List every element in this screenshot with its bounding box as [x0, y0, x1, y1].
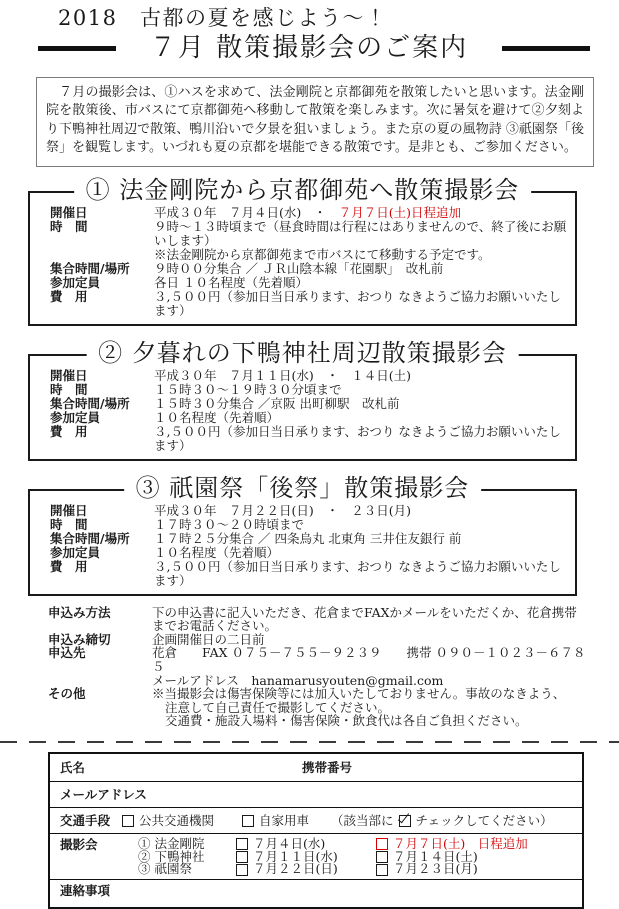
apply-row: [28, 701, 589, 715]
header: [0, 0, 619, 63]
transport-option-label: 公共交通機関: [139, 812, 215, 828]
email-label: メールアドレス: [60, 786, 147, 802]
detail-row: [30, 206, 569, 220]
email-row: [50, 781, 582, 807]
detail-row: [30, 369, 569, 383]
detail-value: １５時３０～１９時３０分頃まで: [154, 381, 342, 397]
apply-label: [28, 701, 152, 715]
detail-label: 参加定員: [50, 409, 101, 425]
events-label: 撮影会: [60, 837, 98, 853]
event-1-name: ① 法金剛院: [138, 836, 205, 852]
detail-value: ９時～１３時頃まで（昼食時間は行程にはありませんので、終了後にお願いします）: [154, 218, 567, 248]
detail-value: ※法金剛院から京都御苑まで市バスにて移動する予定です。: [154, 246, 491, 262]
checkbox-event3-july22-icon[interactable]: [236, 864, 248, 876]
detail-row: [30, 532, 569, 546]
detail-row: [30, 220, 569, 248]
apply-label: [28, 714, 152, 728]
detail-label: 時 間: [50, 381, 88, 397]
detail-label: 時 間: [50, 218, 88, 234]
checkbox-public-transport-icon[interactable]: [122, 815, 134, 827]
event-1-date-1: [236, 838, 376, 851]
detail-row: [30, 425, 569, 453]
application-info: [28, 606, 589, 728]
transport-label: 交通手段: [60, 812, 111, 828]
name-phone-row: [50, 754, 582, 781]
apply-row: [28, 646, 589, 673]
section-2-heading: ② 夕暮れの下鴨神社周辺散策撮影会: [86, 340, 519, 366]
event-date-label: ７月２２日(日): [253, 861, 338, 877]
event-date-label: ７月１４日(土): [393, 848, 478, 864]
checkbox-event1-july4-icon[interactable]: [236, 838, 248, 850]
title-rule-left-icon: [38, 46, 116, 51]
apply-label: 申込み方法: [48, 604, 111, 620]
detail-value: 各日 １０名程度（先着順）: [154, 274, 308, 290]
page-title: ７月 散策撮影会のご案内: [149, 33, 469, 64]
section-hokongoin: [28, 175, 577, 326]
detail-value: ９時００分集合 ／ ＪＲ山陰本線「花園駅」 改札前: [154, 260, 444, 276]
event-3-date-1: [236, 863, 376, 876]
event-3-date-2: [376, 863, 528, 876]
apply-label: 申込先: [48, 645, 86, 661]
notes-row: [50, 879, 582, 907]
check-instruction-prefix: （該当部に: [331, 812, 394, 828]
detail-value: ３,５００円（参加日当日承ります、おつり なきようご協力お願いいたします）: [154, 288, 561, 318]
event-2-date-1: [236, 848, 376, 864]
added-date-highlight: ７月７日(土)日程追加: [338, 204, 462, 220]
detail-label: 集合時間/場所: [50, 395, 130, 411]
intro-text: ７月の撮影会は、①ハスを求めて、法金剛院と京都御苑を散策したいと思います。法金剛院を散策後、市バスにて京都御苑へ移動して散策を楽しみます。次に暑気を避けて②夕刻より下鴨神社周辺で散策、鴨川沿いで夕景を狙いましょう。また京の夏の風物詩 ③祇園祭「後祭」を観覧します。いづれも夏の京都を堪能できる散策です。是非とも、ご参加ください。: [46, 84, 584, 156]
apply-label: 申込み締切: [48, 631, 111, 647]
event-3-name: ③ 祇園祭: [138, 861, 192, 877]
check-instruction: [331, 814, 553, 828]
apply-value: ※当撮影会は傷害保険等には加入いたしておりません。事故のなきよう、: [152, 686, 566, 702]
apply-row: [28, 714, 589, 728]
detail-row: [30, 276, 569, 290]
detail-value: ３,５００円（参加日当日承ります、おつり なきようご協力お願いいたします）: [154, 558, 561, 588]
detail-label: 開催日: [50, 367, 88, 383]
apply-value: 下の申込書に記入いただき、花倉までFAXかメールをいただくか、花倉携帯までお電話ください。: [152, 604, 577, 634]
notes-label: 連絡事項: [60, 882, 111, 898]
intro-box: [36, 77, 594, 167]
apply-row: [28, 687, 589, 701]
detail-value: １０名程度（先着順）: [154, 409, 280, 425]
apply-label: その他: [48, 686, 86, 702]
name-cell: [50, 761, 302, 775]
detail-row: [30, 504, 569, 518]
detail-value: １５時３０分集合 ／京阪 出町柳駅 改札前: [154, 395, 400, 411]
detail-label: 集合時間/場所: [50, 530, 130, 546]
detail-value: １０名程度（先着順）: [154, 544, 280, 560]
detail-row: [30, 518, 569, 532]
event-2-date-2: [376, 848, 528, 864]
checked-checkbox-icon: [399, 815, 411, 827]
transport-row: [50, 807, 582, 833]
application-form-table: [48, 752, 584, 909]
event-date-label: ７月４日(水): [253, 836, 326, 852]
name-label: 氏名: [60, 759, 86, 775]
event-date-label: ７月１１日(水): [253, 848, 338, 864]
detail-label: 集合時間/場所: [50, 260, 130, 276]
detail-value: １７時３０～２０時頃まで: [154, 516, 305, 532]
detail-label: 参加定員: [50, 544, 101, 560]
apply-row: [28, 674, 589, 688]
detail-label: 参加定員: [50, 274, 101, 290]
cut-line-divider: [0, 741, 619, 743]
event-date-label: ７月２３日(月): [393, 861, 478, 877]
detail-value: [154, 206, 569, 220]
checkbox-event2-july14-icon[interactable]: [376, 851, 388, 863]
detail-label: 費 用: [50, 288, 88, 304]
apply-value: 注意して自己責任で撮影してください。: [165, 699, 391, 715]
section-shimogamo: [28, 338, 577, 461]
checkbox-event2-july11-icon[interactable]: [236, 851, 248, 863]
detail-row: [30, 546, 569, 560]
events-grid: [138, 838, 528, 876]
section-1-heading: ① 法金剛院から京都御苑へ散策撮影会: [74, 177, 532, 203]
event-year-title: 2018 古都の夏を感じよう～！: [58, 6, 388, 30]
detail-value: １７時２５分集合 ／ 四条烏丸 北東角 三井住友銀行 前: [154, 530, 462, 546]
title-rule-right-icon: [502, 46, 590, 51]
event-date-label: ７月７日(土) 日程追加: [393, 836, 528, 852]
email-input-area[interactable]: [147, 782, 582, 807]
checkbox-private-car-icon[interactable]: [242, 815, 254, 827]
events-row: [50, 833, 582, 879]
transport-option-public: [122, 814, 214, 828]
detail-row: [30, 397, 569, 411]
apply-row: [28, 633, 589, 647]
page-title-row: [0, 34, 619, 63]
detail-row: [30, 262, 569, 276]
event-2-name: ② 下鴨神社: [138, 848, 205, 864]
detail-row: [30, 290, 569, 318]
detail-label: 開催日: [50, 204, 88, 220]
detail-value: ３,５００円（参加日当日承ります、おつり なきようご協力お願いいたします）: [154, 423, 561, 453]
section-3-heading: ③ 祇園祭「後祭」散策撮影会: [124, 475, 482, 501]
date-value: 平成３０年 ７月４日(水) ・: [154, 204, 339, 220]
detail-label: [30, 248, 154, 262]
checkbox-event3-july23-icon[interactable]: [376, 864, 388, 876]
detail-row: [30, 560, 569, 588]
detail-value: 平成３０年 ７月２２日(日) ・ ２３日(月): [154, 502, 412, 518]
phone-label: 携帯番号: [302, 759, 353, 775]
email-address: メールアドレス hanamarusyouten@gmail.com: [152, 672, 444, 688]
detail-label: 開催日: [50, 502, 88, 518]
apply-row: [28, 606, 589, 633]
phone-cell: [302, 761, 582, 775]
section-gionmatsuri: [28, 473, 577, 596]
check-instruction-suffix: チェックしてください）: [415, 812, 553, 828]
transport-option-label: 自家用車: [259, 812, 310, 828]
event-1-date-2: [376, 838, 528, 851]
detail-label: 費 用: [50, 423, 88, 439]
transport-option-car: [242, 814, 309, 828]
notes-input-area[interactable]: [110, 884, 582, 907]
apply-value: 企画開催日の二日前: [152, 631, 265, 647]
detail-row: [30, 248, 569, 262]
apply-label: [28, 674, 152, 688]
apply-value: 交通費・施設入場料・傷害保険・飲食代は各自ご負担ください。: [165, 713, 528, 729]
detail-value: 平成３０年 ７月１１日(水) ・ １４日(土): [154, 367, 412, 383]
detail-row: [30, 411, 569, 425]
contact-fax-phone: 花倉 FAX ０７５－７５５－９２３９ 携帯 ０９０－１０２３－６７８５: [152, 645, 586, 675]
detail-label: 時 間: [50, 516, 88, 532]
detail-label: 費 用: [50, 558, 88, 574]
checkbox-event1-july7-icon[interactable]: [376, 838, 388, 850]
detail-row: [30, 383, 569, 397]
